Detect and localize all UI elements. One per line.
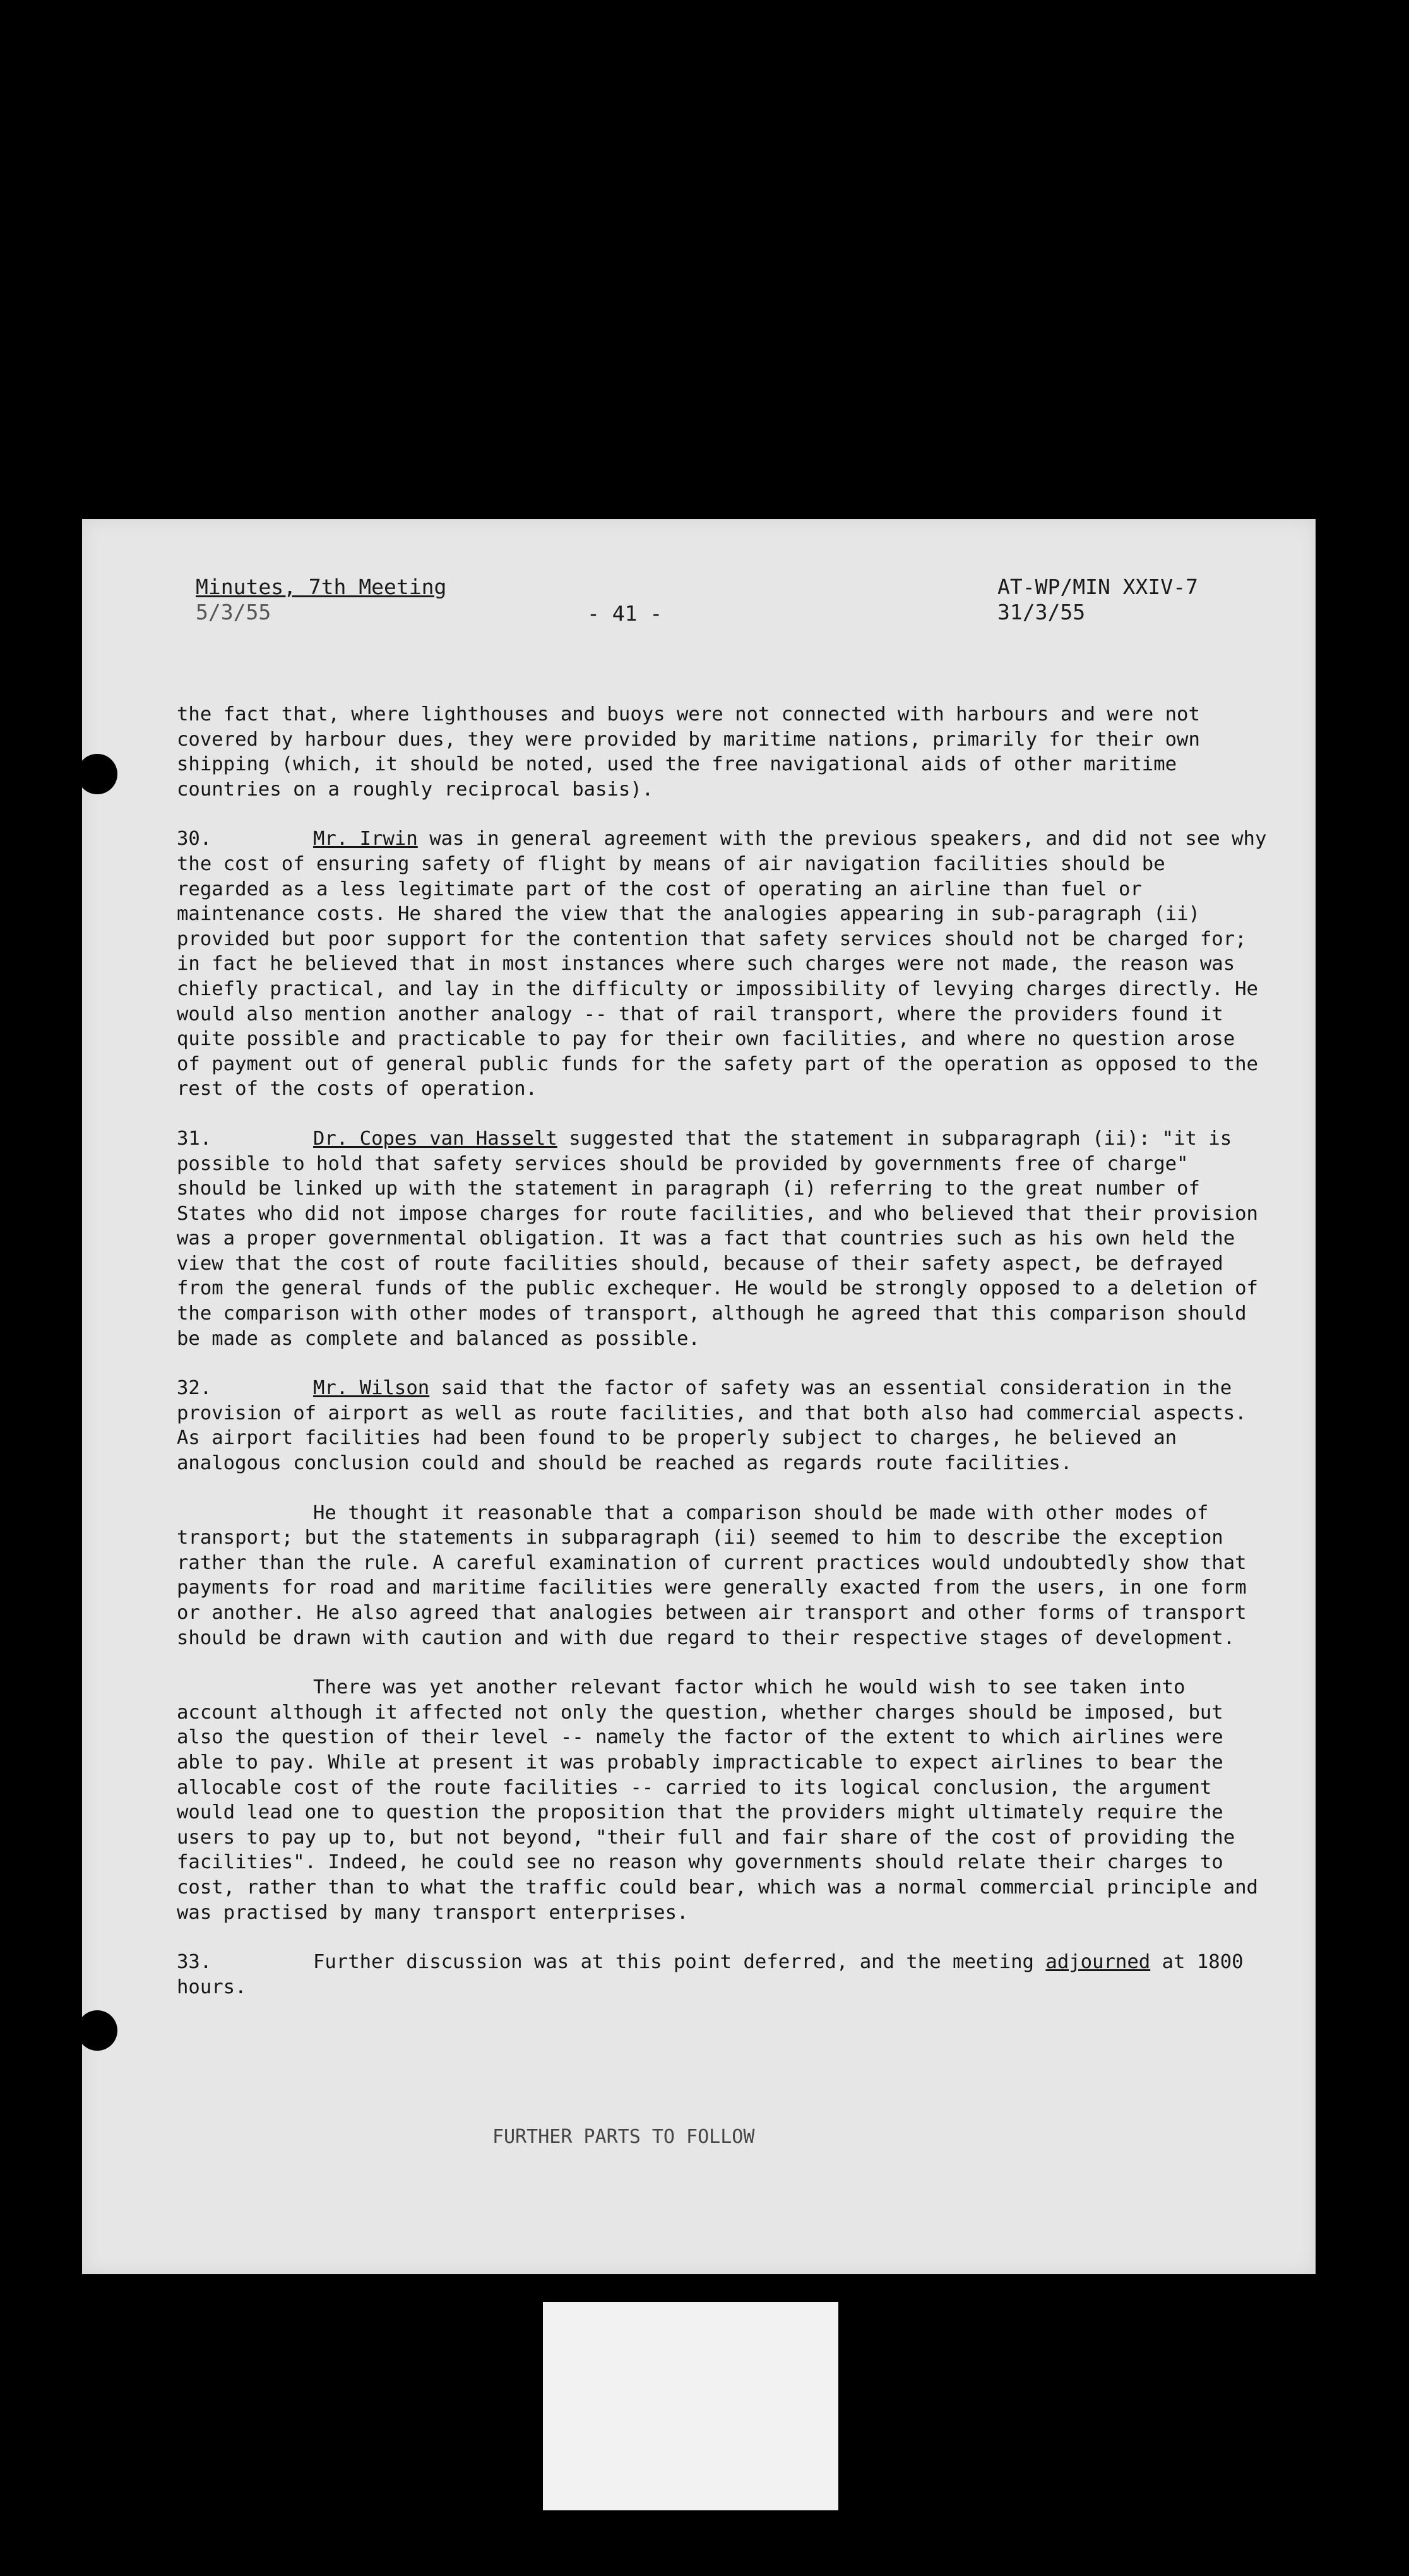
paragraph-number: 33. bbox=[177, 1951, 212, 1974]
paragraph-30: 30. Mr. Irwin was in general agreement with the previous speakers, and did not see why the cost of ensuring safety of flight by means of air navigation facilities should be regarded as a less legitimate part of the cost of operating an airline than fuel or maintenance costs. He shared the view that the analogies appearing in sub-paragraph (ii) provided but poor support for the contention that safety services should not be charged for; in fact he believed that in most instances where such charges were not made, the reason was chiefly practical, and lay in the difficulty or impossibility of levying charges directly. He would also mention another analogy -- that of rail transport, where the providers found it quite possible and practicable to pay for their own facilities, and where no question arose of payment out of general public funds for the safety part of the operation as opposed to the rest of the costs of operation. bbox=[177, 828, 1278, 1100]
document-body bbox=[177, 702, 1278, 2024]
punch-hole-bottom bbox=[77, 2010, 117, 2051]
punch-hole-top bbox=[77, 754, 117, 794]
paragraph-33: 33. Further discussion was at this point deferred, and the meeting adjourned at 1800 hours. bbox=[177, 1951, 1255, 1998]
paragraph-31: 31. Dr. Copes van Hasselt suggested that the statement in subparagraph (ii): "it is possible to hold that safety services should be provided by governments free of charge" should be linked up with the statement in paragraph (i) referring to the great number of States who did not impose charges for route facilities, and who believed that their provision was a proper governmental obligation. It was a fact that countries such as his own held the view that the cost of route facilities should, because of their safety aspect, be defrayed from the general funds of the public exchequer. He would be strongly opposed to a deletion of the comparison with other modes of transport, although he agreed that this comparison should be made as complete and balanced as possible. bbox=[177, 1127, 1270, 1350]
paragraph-32-continued: He thought it reasonable that a comparison should be made with other modes of transport; but the statements in subparagraph (ii) seemed to him to describe the exception rather than the rule. A careful examination of current practices would undoubtedly show that payments for road and maritime facilities were generally exacted from the users, in one form or another. He also agreed that analogies between air transport and other forms of transport should be drawn with caution and with due regard to their respective stages of development. bbox=[177, 1501, 1258, 1649]
document-reference: AT-WP/MIN XXIV-7 bbox=[997, 575, 1198, 599]
meeting-title: Minutes, 7th Meeting bbox=[196, 575, 447, 599]
paragraph-32: 32. Mr. Wilson said that the factor of safety was an essential consideration in the provision of airport as well as route facilities, and that both also had commercial aspects. As airport facilities had been found to be properly subject to charges, he believed an analogous conclusion could and should be reached as regards route facilities. bbox=[177, 1377, 1258, 1475]
paragraph-number: 30. bbox=[177, 828, 212, 850]
paragraph-number: 32. bbox=[177, 1377, 212, 1400]
document-header-left bbox=[196, 575, 446, 625]
meeting-date: 5/3/55 bbox=[196, 600, 271, 624]
adjourned-word: adjourned bbox=[1045, 1951, 1151, 1974]
page-number: - 41 - bbox=[587, 601, 663, 626]
white-label-slip bbox=[543, 2302, 838, 2510]
further-parts-note: FURTHER PARTS TO FOLLOW bbox=[492, 2126, 755, 2148]
paragraph-number: 31. bbox=[177, 1127, 212, 1150]
speaker-name: Mr. Irwin bbox=[313, 828, 418, 850]
paragraph-32-further: There was yet another relevant factor which he would wish to see taken into account although it affected not only the question, whether charges should be imposed, but also the question of their level -- namely the factor of the extent to which airlines were able to pay. While at present it was probably impracticable to expect airlines to bear the allocable cost of the route facilities -- carried to its logical conclusion, the argument would lead one to question the proposition that the providers might ultimately require the users to pay up to, but not beyond, "their full and fair share of the cost of providing the facilities". Indeed, he could see no reason why governments should relate their charges to cost, rather than to what the traffic could bear, which was a normal commercial principle and was practised by many transport enterprises. bbox=[177, 1676, 1270, 1924]
speaker-name: Mr. Wilson bbox=[313, 1377, 430, 1400]
paragraph-continued: the fact that, where lighthouses and buoys were not connected with harbours and were not covered by harbour dues, they were provided by maritime nations, primarily for their own shipping (which, it should be noted, used the free navigational aids of other maritime countries on a roughly reciprocal basis). bbox=[177, 703, 1212, 801]
document-date: 31/3/55 bbox=[997, 600, 1086, 624]
document-header-right bbox=[997, 575, 1198, 625]
speaker-name: Dr. Copes van Hasselt bbox=[313, 1127, 557, 1150]
document-page bbox=[82, 519, 1316, 2274]
